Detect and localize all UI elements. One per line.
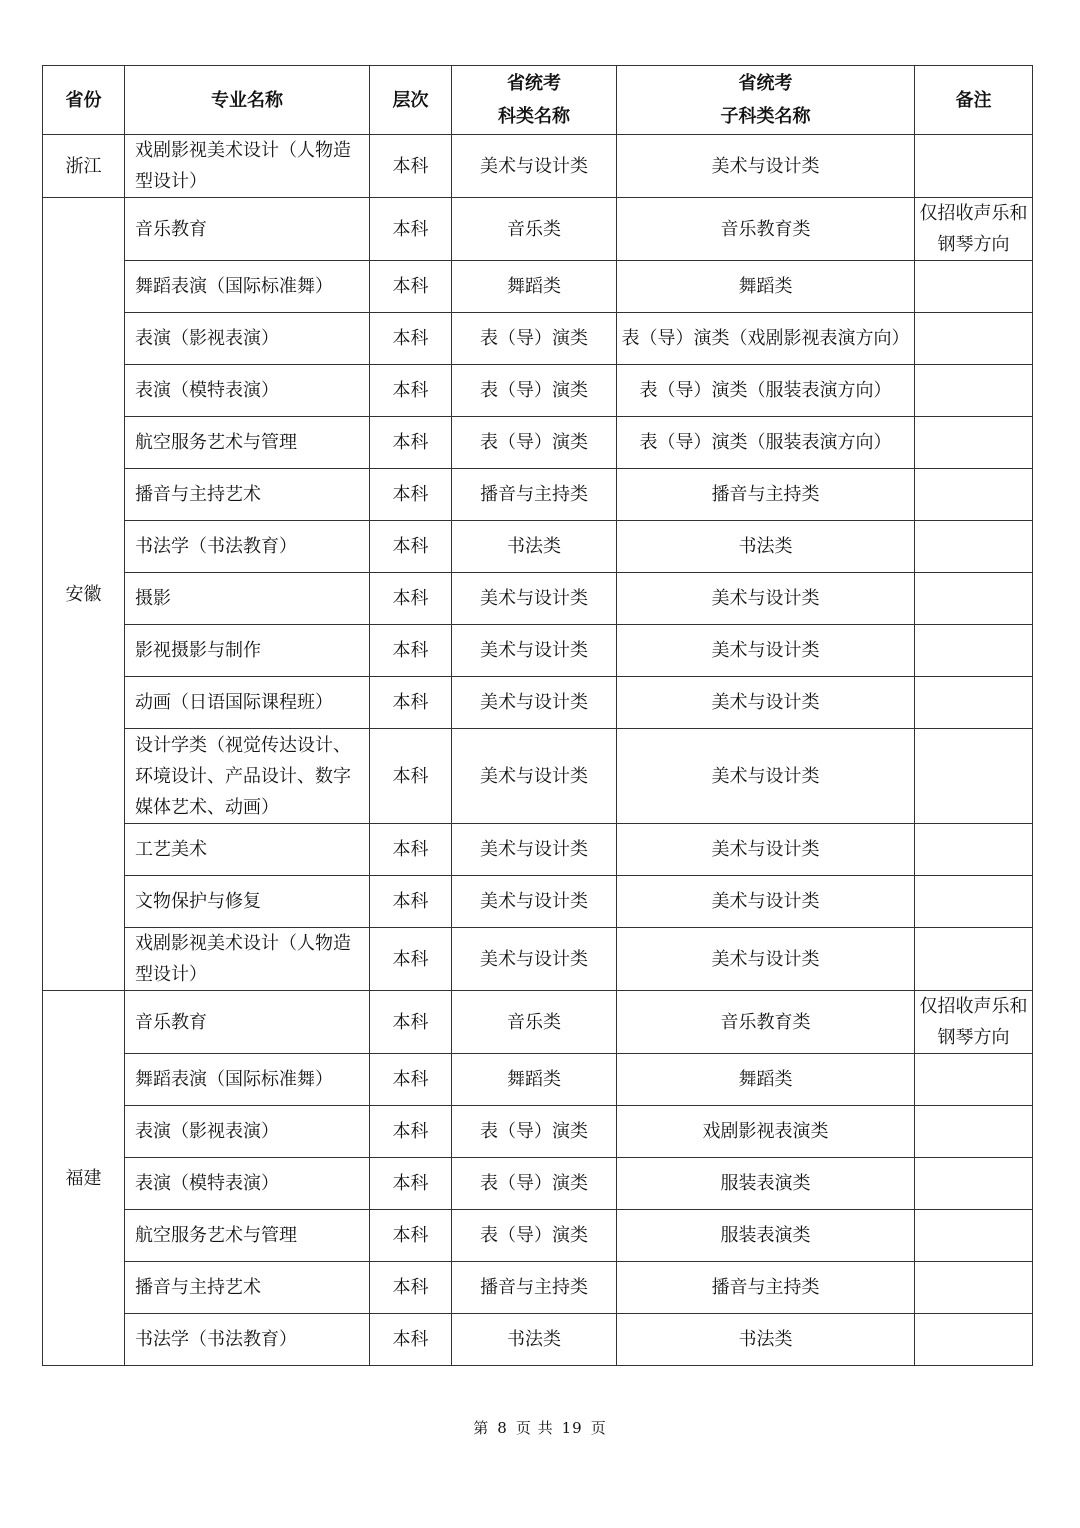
remark-cell: [915, 469, 1033, 521]
major-cell: 播音与主持艺术: [125, 1262, 370, 1314]
category-cell: 舞蹈类: [452, 261, 617, 313]
category-cell: 音乐类: [452, 991, 617, 1054]
footer-current-page: 8: [497, 1419, 508, 1437]
header-subcategory-line1: 省统考: [738, 73, 793, 94]
level-cell: 本科: [370, 417, 452, 469]
level-cell: 本科: [370, 824, 452, 876]
level-cell: 本科: [370, 1054, 452, 1106]
category-cell: 美术与设计类: [452, 135, 617, 198]
level-cell: 本科: [370, 625, 452, 677]
remark-cell: [915, 1054, 1033, 1106]
table-row: [43, 261, 1033, 313]
subcategory-cell: 美术与设计类: [617, 677, 915, 729]
footer-prefix: 第: [473, 1419, 490, 1437]
province-cell: 福建: [43, 991, 125, 1366]
table-row: [43, 135, 1033, 198]
major-cell: 音乐教育: [125, 198, 370, 261]
category-cell: 书法类: [452, 1314, 617, 1366]
major-cell: 影视摄影与制作: [125, 625, 370, 677]
subcategory-cell: 服装表演类: [617, 1158, 915, 1210]
major-cell: 表演（模特表演）: [125, 365, 370, 417]
category-cell: 美术与设计类: [452, 625, 617, 677]
remark-cell: [915, 365, 1033, 417]
major-cell: 航空服务艺术与管理: [125, 417, 370, 469]
subcategory-cell: 表（导）演类（服装表演方向）: [617, 417, 915, 469]
remark-cell: [915, 261, 1033, 313]
header-category-line2: 科类名称: [498, 106, 570, 127]
major-cell: 工艺美术: [125, 824, 370, 876]
category-cell: 舞蹈类: [452, 1054, 617, 1106]
footer-total-pages: 19: [561, 1419, 583, 1437]
major-cell: 表演（影视表演）: [125, 1106, 370, 1158]
subcategory-cell: 戏剧影视表演类: [617, 1106, 915, 1158]
table-header-row: [43, 66, 1033, 135]
subcategory-cell: 音乐教育类: [617, 198, 915, 261]
category-cell: 播音与主持类: [452, 1262, 617, 1314]
level-cell: 本科: [370, 928, 452, 991]
header-level: 层次: [370, 66, 452, 135]
category-cell: 音乐类: [452, 198, 617, 261]
remark-cell: [915, 521, 1033, 573]
table-row: [43, 991, 1033, 1054]
province-cell: 浙江: [43, 135, 125, 198]
remark-cell: [915, 677, 1033, 729]
subcategory-cell: 书法类: [617, 1314, 915, 1366]
level-cell: 本科: [370, 521, 452, 573]
header-major: 专业名称: [125, 66, 370, 135]
subcategory-cell: 美术与设计类: [617, 876, 915, 928]
table-row: [43, 1262, 1033, 1314]
remark-cell: [915, 729, 1033, 824]
category-cell: 美术与设计类: [452, 677, 617, 729]
remark-cell: [915, 313, 1033, 365]
subcategory-cell: 服装表演类: [617, 1210, 915, 1262]
subcategory-cell: 美术与设计类: [617, 824, 915, 876]
category-cell: 表（导）演类: [452, 417, 617, 469]
remark-cell: [915, 876, 1033, 928]
subcategory-cell: 美术与设计类: [617, 729, 915, 824]
category-cell: 表（导）演类: [452, 365, 617, 417]
table-row: [43, 313, 1033, 365]
major-cell: 舞蹈表演（国际标准舞）: [125, 261, 370, 313]
admissions-table: [42, 65, 1033, 1366]
remark-cell: [915, 1210, 1033, 1262]
major-cell: 航空服务艺术与管理: [125, 1210, 370, 1262]
level-cell: 本科: [370, 261, 452, 313]
subcategory-cell: 美术与设计类: [617, 928, 915, 991]
major-cell: 书法学（书法教育）: [125, 521, 370, 573]
major-cell: 音乐教育: [125, 991, 370, 1054]
footer-middle: 页 共: [515, 1419, 554, 1437]
major-cell: 文物保护与修复: [125, 876, 370, 928]
category-cell: 播音与主持类: [452, 469, 617, 521]
header-category-line1: 省统考: [507, 73, 561, 94]
level-cell: 本科: [370, 677, 452, 729]
category-cell: 美术与设计类: [452, 876, 617, 928]
major-cell: 表演（模特表演）: [125, 1158, 370, 1210]
level-cell: 本科: [370, 198, 452, 261]
level-cell: 本科: [370, 1262, 452, 1314]
table-row: [43, 824, 1033, 876]
category-cell: 美术与设计类: [452, 573, 617, 625]
table-row: [43, 677, 1033, 729]
major-cell: 播音与主持艺术: [125, 469, 370, 521]
level-cell: 本科: [370, 991, 452, 1054]
subcategory-cell: 表（导）演类（服装表演方向）: [617, 365, 915, 417]
header-subcategory-line2: 子科类名称: [720, 106, 811, 127]
major-cell: 动画（日语国际课程班）: [125, 677, 370, 729]
major-cell: 舞蹈表演（国际标准舞）: [125, 1054, 370, 1106]
remark-cell: [915, 1262, 1033, 1314]
table-row: [43, 1314, 1033, 1366]
subcategory-cell: 播音与主持类: [617, 1262, 915, 1314]
level-cell: 本科: [370, 1210, 452, 1262]
major-cell: 戏剧影视美术设计（人物造型设计）: [125, 135, 370, 198]
remark-cell: [915, 1314, 1033, 1366]
remark-cell: [915, 625, 1033, 677]
table-row: [43, 625, 1033, 677]
category-cell: 表（导）演类: [452, 1106, 617, 1158]
category-cell: 表（导）演类: [452, 1210, 617, 1262]
table-row: [43, 417, 1033, 469]
category-cell: 表（导）演类: [452, 313, 617, 365]
subcategory-cell: 美术与设计类: [617, 135, 915, 198]
header-remark: 备注: [915, 66, 1033, 135]
table-row: [43, 1158, 1033, 1210]
level-cell: 本科: [370, 876, 452, 928]
major-cell: 摄影: [125, 573, 370, 625]
table-row: [43, 365, 1033, 417]
table-row: [43, 1054, 1033, 1106]
category-cell: 书法类: [452, 521, 617, 573]
province-cell: 安徽: [43, 198, 125, 991]
table-row: [43, 521, 1033, 573]
level-cell: 本科: [370, 135, 452, 198]
table-row: [43, 469, 1033, 521]
table-row: [43, 928, 1033, 991]
level-cell: 本科: [370, 1158, 452, 1210]
subcategory-cell: 音乐教育类: [617, 991, 915, 1054]
level-cell: 本科: [370, 1106, 452, 1158]
remark-cell: [915, 135, 1033, 198]
level-cell: 本科: [370, 313, 452, 365]
header-subcategory: [617, 66, 915, 135]
remark-cell: [915, 1158, 1033, 1210]
major-cell: 表演（影视表演）: [125, 313, 370, 365]
subcategory-cell: 播音与主持类: [617, 469, 915, 521]
level-cell: 本科: [370, 729, 452, 824]
remark-cell: [915, 928, 1033, 991]
level-cell: 本科: [370, 1314, 452, 1366]
major-cell: 戏剧影视美术设计（人物造型设计）: [125, 928, 370, 991]
table-row: [43, 198, 1033, 261]
subcategory-cell: 舞蹈类: [617, 1054, 915, 1106]
page-footer: [0, 1417, 1080, 1438]
level-cell: 本科: [370, 469, 452, 521]
subcategory-cell: 美术与设计类: [617, 625, 915, 677]
category-cell: 表（导）演类: [452, 1158, 617, 1210]
table-row: [43, 1106, 1033, 1158]
remark-cell: 仅招收声乐和钢琴方向: [915, 991, 1033, 1054]
subcategory-cell: 表（导）演类（戏剧影视表演方向）: [617, 313, 915, 365]
subcategory-cell: 书法类: [617, 521, 915, 573]
table-row: [43, 573, 1033, 625]
footer-suffix: 页: [590, 1419, 607, 1437]
category-cell: 美术与设计类: [452, 928, 617, 991]
category-cell: 美术与设计类: [452, 824, 617, 876]
major-cell: 设计学类（视觉传达设计、环境设计、产品设计、数字媒体艺术、动画）: [125, 729, 370, 824]
level-cell: 本科: [370, 365, 452, 417]
remark-cell: 仅招收声乐和钢琴方向: [915, 198, 1033, 261]
remark-cell: [915, 573, 1033, 625]
remark-cell: [915, 824, 1033, 876]
table-body: [43, 135, 1033, 1366]
header-province: 省份: [43, 66, 125, 135]
subcategory-cell: 美术与设计类: [617, 573, 915, 625]
remark-cell: [915, 1106, 1033, 1158]
header-category: [452, 66, 617, 135]
category-cell: 美术与设计类: [452, 729, 617, 824]
table-row: [43, 876, 1033, 928]
table-row: [43, 1210, 1033, 1262]
subcategory-cell: 舞蹈类: [617, 261, 915, 313]
major-cell: 书法学（书法教育）: [125, 1314, 370, 1366]
remark-cell: [915, 417, 1033, 469]
table-row: [43, 729, 1033, 824]
level-cell: 本科: [370, 573, 452, 625]
